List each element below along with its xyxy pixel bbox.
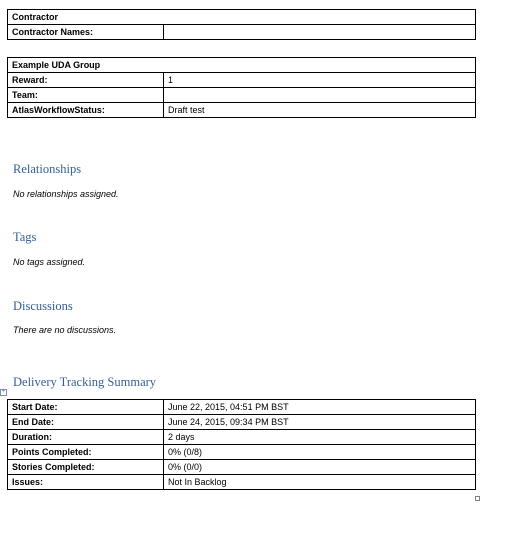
end-date-value[interactable]: June 24, 2015, 09:34 PM BST <box>164 415 476 430</box>
duration-label: Duration: <box>8 430 164 445</box>
relationships-note: No relationships assigned. <box>13 189 119 199</box>
table-row <box>8 415 476 430</box>
table-row <box>8 88 476 103</box>
reward-label: Reward: <box>8 73 164 88</box>
team-value[interactable] <box>164 88 476 103</box>
discussions-heading: Discussions <box>13 299 73 313</box>
issues-label: Issues: <box>8 475 164 490</box>
table-row <box>8 445 476 460</box>
issues-value[interactable]: Not In Backlog <box>164 475 476 490</box>
table-resize-handle-icon[interactable] <box>475 496 480 501</box>
workflow-status-label: AtlasWorkflowStatus: <box>8 103 164 118</box>
points-completed-value[interactable]: 0% (0/8) <box>164 445 476 460</box>
table-row <box>8 460 476 475</box>
relationships-heading: Relationships <box>13 162 82 176</box>
stories-completed-label: Stories Completed: <box>8 460 164 475</box>
table-row <box>8 475 476 490</box>
delivery-tracking-heading: Delivery Tracking Summary <box>13 375 157 389</box>
tags-heading: Tags <box>13 230 37 244</box>
table-move-anchor-icon[interactable]: + <box>1 389 6 395</box>
contractor-table-header: Contractor <box>8 10 476 25</box>
points-completed-label: Points Completed: <box>8 445 164 460</box>
table-row <box>8 400 476 415</box>
duration-value[interactable]: 2 days <box>164 430 476 445</box>
delivery-tracking-table <box>7 399 476 490</box>
table-row <box>8 73 476 88</box>
tags-note: No tags assigned. <box>13 257 86 267</box>
start-date-value[interactable]: June 22, 2015, 04:51 PM BST <box>164 400 476 415</box>
discussions-note: There are no discussions. <box>13 325 117 335</box>
stories-completed-value[interactable]: 0% (0/0) <box>164 460 476 475</box>
table-header-row <box>8 10 476 25</box>
team-label: Team: <box>8 88 164 103</box>
uda-group-header: Example UDA Group <box>8 58 476 73</box>
table-header-row <box>8 58 476 73</box>
table-row <box>8 103 476 118</box>
uda-group-table <box>7 57 476 118</box>
contractor-names-label: Contractor Names: <box>8 25 164 40</box>
table-row <box>8 430 476 445</box>
contractor-names-value[interactable] <box>164 25 476 40</box>
contractor-table <box>7 9 476 40</box>
start-date-label: Start Date: <box>8 400 164 415</box>
workflow-status-value[interactable]: Draft test <box>164 103 476 118</box>
end-date-label: End Date: <box>8 415 164 430</box>
reward-value[interactable]: 1 <box>164 73 476 88</box>
table-row <box>8 25 476 40</box>
